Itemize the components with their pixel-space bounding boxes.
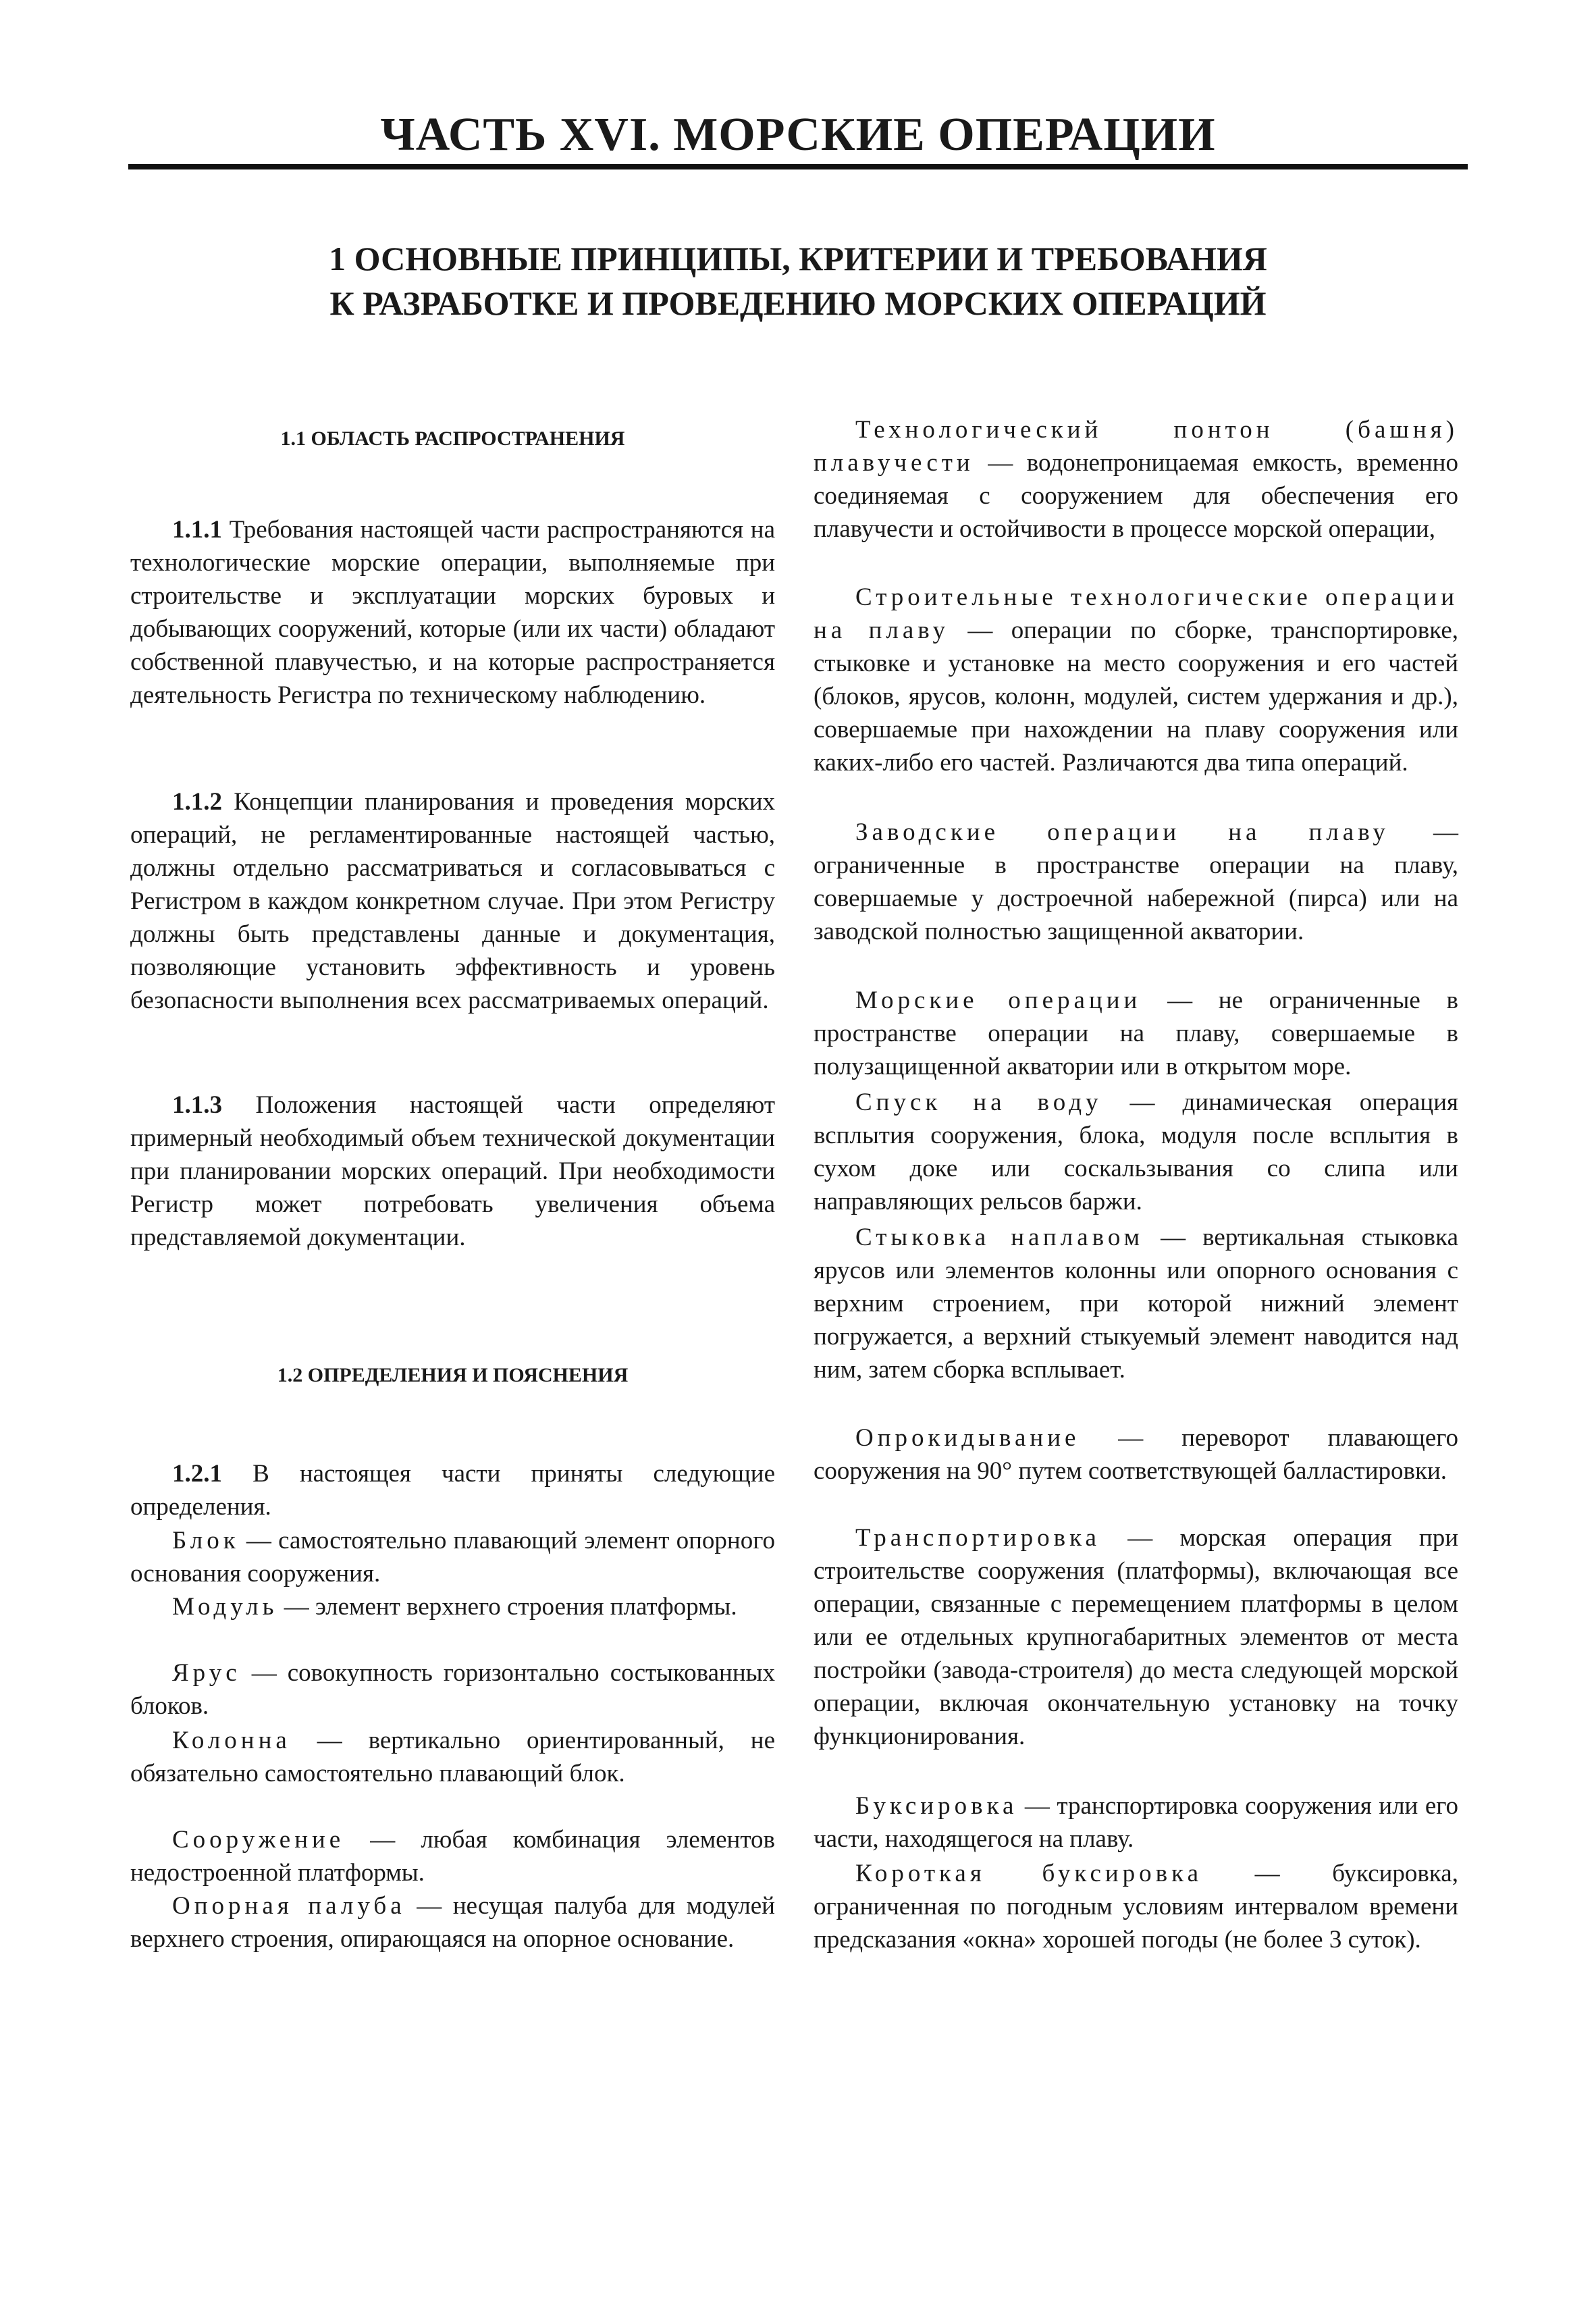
subsection-heading-1-1: 1.1 ОБЛАСТЬ РАСПРОСТРАНЕНИЯ [280,427,625,450]
paragraph-1-1-1 [130,513,775,712]
definition-text: — динамическая операция всплытия сооружения, блока, модуля после всплытия в сухом доке или соскальзывания со слипа или направляющих рельсов баржи. [814,1089,1459,1215]
section-title-line-2: К РАЗРАБОТКЕ И ПРОВЕДЕНИЮ МОРСКИХ ОПЕРАЦИЙ [329,284,1267,322]
definition-opornaya-paluba [130,1889,775,1956]
definition-term: Колонна [172,1727,291,1754]
definition-kolonna [130,1724,775,1790]
definition-text: — несущая палуба для модулей верхнего строения, опирающаяся на опорное основание. [130,1892,775,1953]
definition-text: — водонепроницаемая емкость, временно соединяемая с сооружением для обеспечения его плавучести и остойчивости в процессе морской операции, [814,449,1458,543]
definition-term: Ярус [172,1659,241,1687]
definition-spusk-na-vodu [814,1086,1458,1218]
definition-ponton [814,413,1458,546]
definition-stroitelnye-operacii [814,581,1458,779]
definition-text: — элемент верхнего строения платформы. [277,1593,737,1621]
definition-oprokidyvanie [814,1421,1458,1488]
clause-text: Концепции планирования и проведения морских операций, не регламентированные настоящей частью, должны отдельно рассматриваться и согласовываться с Регистром в каждом конкретном случае. При этом Регистру должны быть представлены данные и документация, позволяющие установить эффективность и уровень безопасности выполнения всех рассматриваемых операций. [130,788,775,1014]
section-title-line-1: 1 ОСНОВНЫЕ ПРИНЦИПЫ, КРИТЕРИИ И ТРЕБОВАНИЯ [329,240,1267,278]
definition-term: Спуск на воду [855,1089,1102,1116]
clause-text: Положения настоящей части определяют примерный необходимый объем технической документации при планировании морских операций. При необходимости Регистр может потребовать увеличения объема представляемой документации. [130,1091,775,1251]
definition-blok [130,1524,775,1590]
definition-term: Транспортировка [855,1524,1100,1552]
definition-text: — любая комбинация элементов недостроенной платформы. [130,1826,775,1887]
definition-term: Блок [172,1527,240,1554]
definition-text: — транспортировка сооружения или его части, находящегося на плаву. [814,1792,1458,1853]
definition-text: — морская операция при строительстве сооружения (платформы), включающая все операции, связанные с перемещением платформы в целом или ее отдельных крупногабаритных элементов от места постройки (завода-строителя) до места следующей морской операции, включая окончательную установку на точку функционирования. [814,1524,1458,1750]
definition-term: Стыковка наплавом [855,1224,1144,1251]
definition-term: Опорная палуба [172,1892,406,1920]
definition-morskie-operacii [814,984,1458,1083]
definition-text: — вертикально ориентированный, не обязательно самостоятельно плавающий блок. [130,1727,775,1787]
definition-text: — буксировка, ограниченная по погодным условиям интервалом времени предсказания «окна» хорошей погоды (не более 3 суток). [814,1860,1458,1954]
definition-text: — самостоятельно плавающий элемент опорного основания сооружения. [130,1527,775,1588]
definition-text: — операции по сборке, транспортировке, стыковке и установке на место сооружения и его частей (блоков, ярусов, колонн, модулей, систем удержания и др.), совершаемые при нахождении на плаву сооружения или каких-либо его частей. Различаются два типа операций. [814,617,1458,777]
definition-term: Опрокидывание [855,1424,1080,1452]
definition-yarus [130,1656,775,1723]
clause-number: 1.1.3 [172,1091,222,1119]
paragraph-1-1-2 [130,785,775,1017]
part-title: ЧАСТЬ XVI. МОРСКИЕ ОПЕРАЦИИ [380,109,1216,161]
definition-zavodskie-operacii [814,816,1458,948]
part-title-rule [128,164,1468,169]
definition-sooruzhenie [130,1823,775,1889]
paragraph-1-2-1 [130,1457,775,1523]
definition-buksirovka [814,1789,1458,1856]
definition-term: Короткая буксировка [855,1860,1202,1887]
clause-number: 1.1.2 [172,788,222,816]
definition-term: Строительные технологические операции на плаву [814,583,1458,644]
clause-text: В настоящея части приняты следующие определения. [130,1460,775,1521]
definition-korotkaya-buksirovka [814,1857,1458,1956]
definition-term: Сооружение [172,1826,345,1854]
definition-term: Технологический понтон (башня) плавучести [814,416,1458,477]
section-title [128,236,1468,325]
clause-number: 1.1.1 [172,516,222,544]
paragraph-1-1-3 [130,1089,775,1254]
definition-stykovka-naplavom [814,1221,1458,1386]
definition-transportirovka [814,1521,1458,1753]
definition-text: — переворот плавающего сооружения на 90° путем соответствующей балластировки. [814,1424,1458,1485]
definition-term: Модуль [172,1593,278,1621]
definition-text: — совокупность горизонтально состыкованных блоков. [130,1659,775,1720]
clause-number: 1.2.1 [172,1460,222,1488]
clause-text: Требования настоящей части распространяются на технологические морские операции, выполняемые при строительстве и эксплуатации морских буровых и добывающих сооружений, которые (или их части) обладают собственной плавучестью, и на которые распространяется деятельность Регистра по техническому наблюдению. [130,516,775,709]
definition-text: — не ограниченные в пространстве операции на плаву, совершаемые в полузащищенной акватории или в открытом море. [814,987,1458,1080]
definition-text: — ограниченные в пространстве операции на плаву, совершаемые у достроечной набережной (пирса) или на заводской полностью защищенной акватории. [814,818,1458,945]
definition-term: Заводские операции на плаву [855,818,1389,846]
definition-modul [130,1590,775,1623]
definition-text: — вертикальная стыковка ярусов или элементов колонны или опорного основания с верхним строением, при которой нижний элемент погружается, а верхний стыкуемый элемент наводится над ним, затем сборка всплывает. [814,1224,1458,1384]
subsection-heading-1-2: 1.2 ОПРЕДЕЛЕНИЯ И ПОЯСНЕНИЯ [277,1364,629,1386]
definition-term: Морские операции [855,987,1142,1014]
definition-term: Буксировка [855,1792,1018,1820]
